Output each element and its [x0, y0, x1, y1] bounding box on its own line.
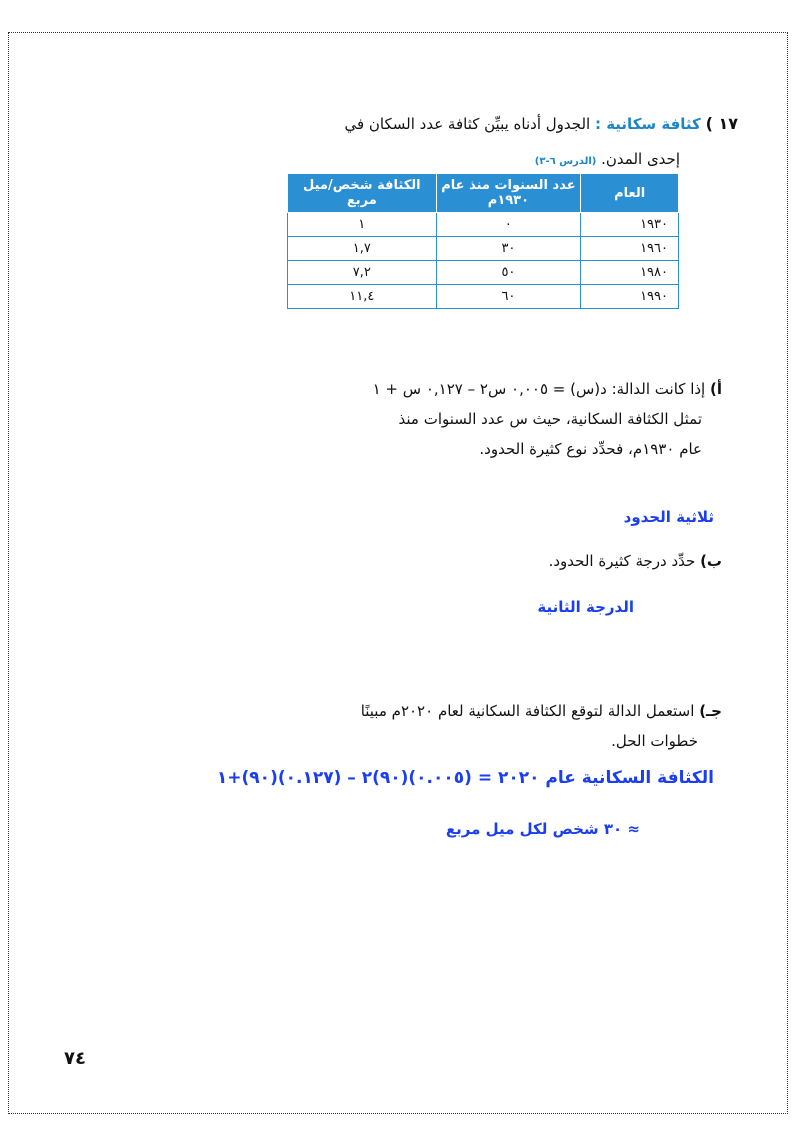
part-c-answer-line1: الكثافة السكانية عام ٢٠٢٠ = (٠.٠٠٥)(٩٠)٢ – (٠.١٢٧)(٩٠)+١: [216, 768, 714, 788]
part-b-label: ب): [700, 552, 722, 570]
part-a: [302, 374, 722, 464]
cell-year: ١٩٣٠: [581, 213, 679, 237]
part-b-answer: الدرجة الثانية: [537, 598, 634, 616]
question-text-line2: [535, 150, 680, 168]
page-number: ٧٤: [64, 1048, 86, 1069]
density-table: [287, 173, 679, 309]
part-b: [549, 552, 722, 570]
cell-years-since: ٣٠: [436, 237, 581, 261]
part-c-line1: [292, 696, 722, 726]
part-a-answer: ثلاثية الحدود: [623, 508, 714, 526]
question-text-cont: إحدى المدن.: [601, 150, 680, 168]
cell-density: ١: [288, 213, 437, 237]
cell-years-since: ٦٠: [436, 285, 581, 309]
table-row: [288, 213, 679, 237]
cell-years-since: ٥٠: [436, 261, 581, 285]
cell-density: ١١,٤: [288, 285, 437, 309]
table-row: [288, 261, 679, 285]
cell-year: ١٩٨٠: [581, 261, 679, 285]
table-row: [288, 237, 679, 261]
header-density: الكثافة شخص/ميل مربع: [288, 174, 437, 213]
lesson-reference: (الدرس ٦-٣): [534, 156, 597, 167]
question-header: [218, 114, 738, 133]
cell-year: ١٩٩٠: [581, 285, 679, 309]
part-c: [292, 696, 722, 756]
cell-density: ٧,٢: [288, 261, 437, 285]
question-topic: كثافة سكانية :: [594, 115, 701, 133]
header-years-since: عدد السنوات منذ عام ١٩٣٠م: [436, 174, 581, 213]
part-b-text: حدِّد درجة كثيرة الحدود.: [548, 552, 696, 570]
part-a-line1: [302, 374, 722, 404]
header-year: العام: [581, 174, 679, 213]
part-a-label: أ): [710, 380, 722, 398]
part-a-line3: عام ١٩٣٠م، فحدِّد نوع كثيرة الحدود.: [479, 440, 702, 458]
part-c-answer-line2: ≈ ٣٠ شخص لكل ميل مربع: [445, 820, 640, 838]
cell-years-since: ٠: [436, 213, 581, 237]
part-a-text: إذا كانت الدالة: د(س) = ٠,٠٠٥ س٢ – ٠,١٢٧ س + ١: [372, 380, 706, 398]
part-c-line2: خطوات الحل.: [611, 732, 698, 750]
part-a-line2: تمثل الكثافة السكانية، حيث س عدد السنوات منذ: [398, 410, 702, 428]
cell-density: ١,٧: [288, 237, 437, 261]
part-c-text: استعمل الدالة لتوقع الكثافة السكانية لعام ٢٠٢٠م مبينًا: [360, 702, 695, 720]
question-text: الجدول أدناه يبيِّن كثافة عدد السكان في: [344, 115, 591, 133]
table-row: [288, 285, 679, 309]
part-c-label: جـ): [699, 702, 722, 720]
cell-year: ١٩٦٠: [581, 237, 679, 261]
table-header-row: [288, 174, 679, 213]
question-number: ١٧ ): [705, 114, 738, 133]
